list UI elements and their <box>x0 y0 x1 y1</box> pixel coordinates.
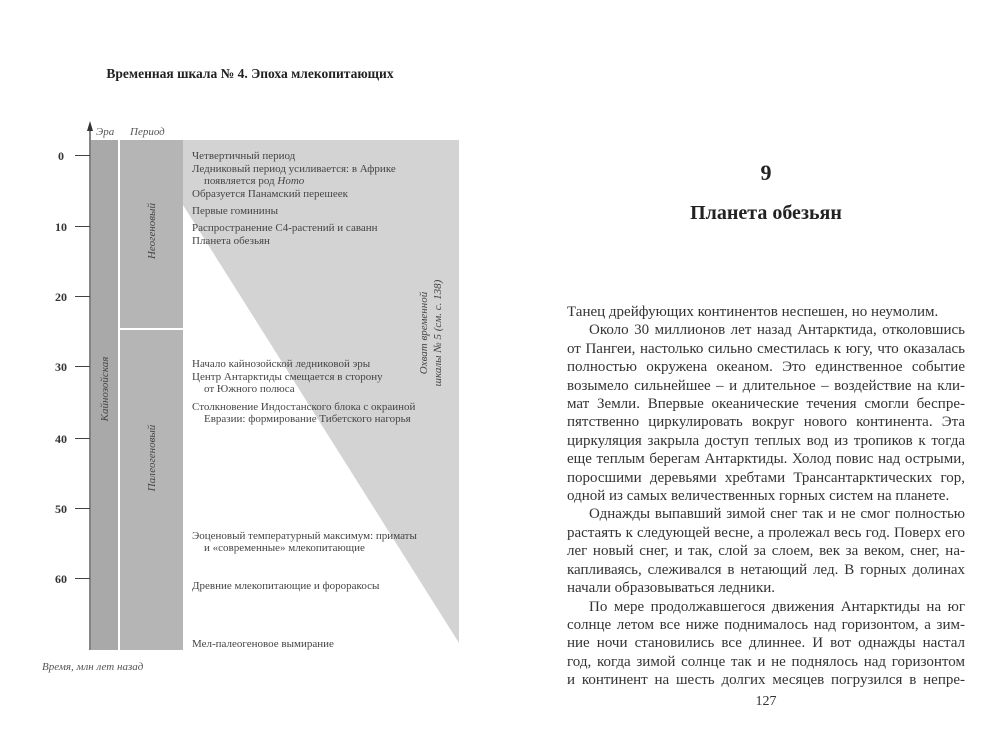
text-line: Однажды выпавший зимой снег так и не смог полностью <box>589 506 965 523</box>
text-line: начали образовываться ледники. <box>567 580 776 597</box>
text-line: растаять к следующей весне, а пролежал весь год. Поверх его <box>567 524 965 541</box>
tick-label: 40 <box>55 432 67 446</box>
chapter-title: Планета обезьян <box>690 202 842 224</box>
text-line: капливаясь, слеживался в нетающий лед. В горных долинах <box>567 561 965 578</box>
event: Начало кайнозойской ледниковой эры <box>192 358 371 370</box>
event: Ледниковый период усиливается: в Африке <box>192 163 396 175</box>
period-label-neogene: Неогеновый <box>146 202 158 260</box>
figure-title: Временная шкала № 4. Эпоха млекопитающих <box>106 66 394 81</box>
event: Четвертичный период <box>192 150 296 162</box>
text-line: ние ночи становились все длиннее. И вот однажды настал <box>567 635 965 652</box>
tick-mark <box>75 226 90 227</box>
scope-note-line: Охват временной <box>418 291 430 375</box>
tick-label: 0 <box>58 149 64 163</box>
period-header: Период <box>130 126 165 138</box>
chapter-number: 9 <box>760 160 772 185</box>
event: Эоценовый температурный максимум: приматы <box>192 530 417 542</box>
event: Образуется Панамский перешеек <box>192 188 348 200</box>
body-text <box>567 303 965 690</box>
scope-note-line: шкалы № 5 (см. с. 138) <box>432 279 444 387</box>
tick-label: 20 <box>55 290 67 304</box>
event: Первые гоминины <box>192 205 278 217</box>
tick-mark <box>75 296 90 297</box>
tick-mark <box>75 366 90 367</box>
text-line: По мере продолжавшегося движения Антарктиды на юг <box>589 598 965 615</box>
event: Евразии: формирование Тибетского нагорья <box>204 413 411 425</box>
text-line: одной из самых величественных горных систем на планете. <box>567 488 950 505</box>
event: Центр Антарктиды смещается в сторону <box>192 371 383 383</box>
tick-mark <box>75 508 90 509</box>
text-line: полностью окружена океаном. Это единственное событие <box>567 359 965 376</box>
text-line: возымело сильнейшее – и длительное – воздействие на кли- <box>567 377 965 394</box>
era-label: Кайнозойская <box>99 356 111 422</box>
text-line: поросшими деревьями хребтами Трансантарктических гор, <box>567 469 965 486</box>
axis-caption: Время, млн лет назад <box>42 661 144 673</box>
era-header: Эра <box>96 126 115 138</box>
text-line: год, когда зимой солнце так и не поднялось над горизонтом <box>567 653 965 670</box>
scope-note <box>417 263 447 403</box>
event: Планета обезьян <box>192 235 270 247</box>
tick-mark <box>75 438 90 439</box>
event: Столкновение Индостанского блока с окраиной <box>192 401 416 413</box>
text-line: еще теплым берегам Антарктиды. Холод повис над острыми, <box>567 451 965 468</box>
event: появляется род Homo <box>204 175 305 187</box>
text-line: от Пангеи, настолько сильно сместилась к югу, что оказалась <box>567 340 965 357</box>
text-line: Танец дрейфующих континентов неспешен, но неумолим. <box>567 304 939 320</box>
period-label-paleogene: Палеогеновый <box>146 424 158 492</box>
text-line: солнце летом все ниже поднималось над горизонтом, а зим- <box>567 616 965 633</box>
event: и «современные» млекопитающие <box>204 542 365 554</box>
text-line: Около 30 миллионов лет назад Антарктида, отколовшись <box>589 322 965 339</box>
text-line: пятственно циркулировать вокруг нового континента. Эта <box>567 414 965 431</box>
tick-label: 10 <box>55 220 67 234</box>
axis-arrow-icon <box>87 121 93 131</box>
event: Распространение С4-растений и саванн <box>192 222 378 234</box>
tick-mark <box>75 155 90 156</box>
event: Древние млекопитающие и фороракосы <box>192 580 380 592</box>
text-line: и континент на шесть долгих месяцев погрузился в непре- <box>567 672 965 689</box>
tick-label: 50 <box>55 502 67 516</box>
tick-label: 60 <box>55 572 67 586</box>
text-line: циркуляция закрыла доступ теплых вод из тропиков к тогда <box>567 432 965 449</box>
event: от Южного полюса <box>204 383 295 395</box>
text-line: лег новый снег, и так, слой за слоем, век за веком, снег, на- <box>567 543 965 560</box>
page-number: 127 <box>755 694 777 709</box>
event: Мел-палеогеновое вымирание <box>192 638 334 650</box>
text-line: мат Земли. Впервые океанические течения смогли беспре- <box>567 396 965 413</box>
tick-label: 30 <box>55 360 67 374</box>
tick-mark <box>75 578 90 579</box>
